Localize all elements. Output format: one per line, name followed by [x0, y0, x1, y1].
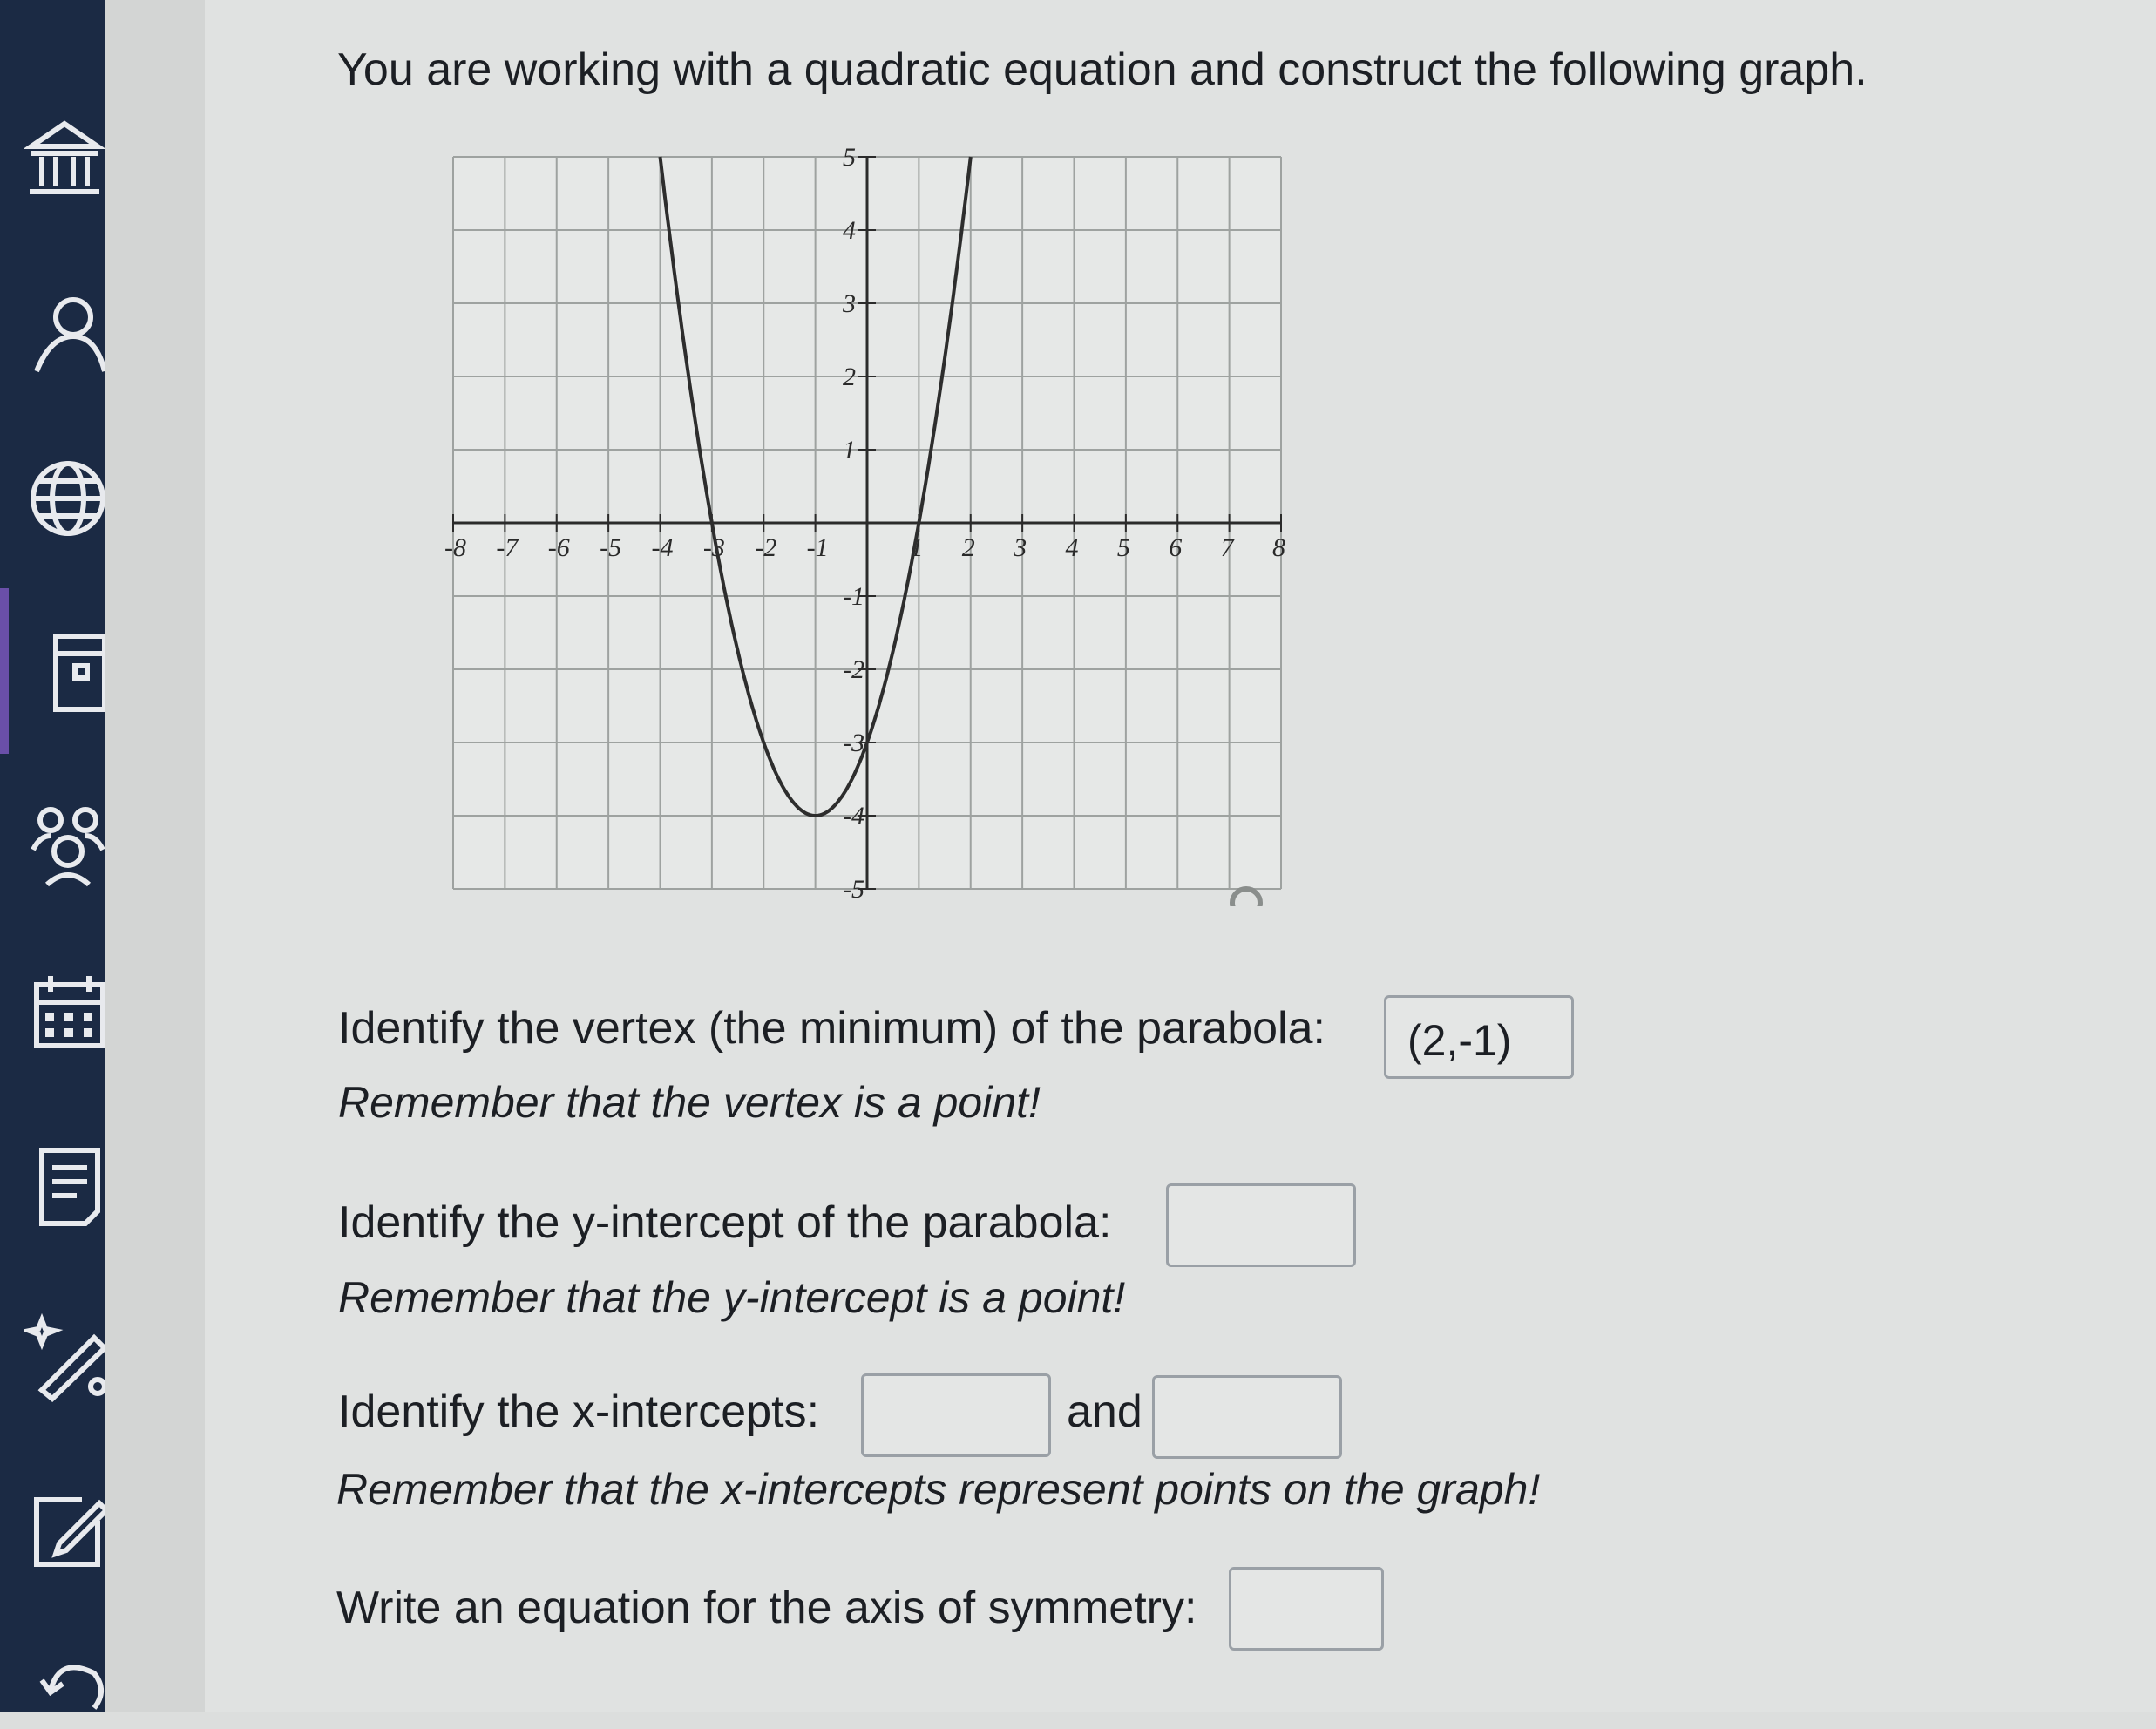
x-tick-label: -1 — [806, 533, 829, 562]
y-tick-label: -4 — [843, 802, 864, 831]
vertex-hint: Remember that the vertex is a point! — [338, 1078, 1041, 1127]
groups-icon[interactable] — [24, 797, 105, 888]
tools-icon[interactable] — [24, 1312, 105, 1402]
sidebar-gap — [105, 0, 205, 1712]
y-tick-label: 2 — [843, 363, 856, 391]
and-label: and — [1067, 1387, 1142, 1437]
x-tick-label: 7 — [1220, 533, 1234, 562]
x-tick-label: 2 — [961, 533, 975, 562]
x-tick-label: -4 — [651, 533, 674, 562]
dashboard-icon[interactable] — [24, 627, 105, 718]
question-title: You are working with a quadratic equation and construct the following graph. — [337, 44, 1868, 95]
calendar-icon[interactable] — [24, 967, 105, 1058]
institution-icon[interactable] — [24, 112, 105, 202]
x-tick-label: 1 — [910, 533, 924, 562]
user-icon[interactable] — [24, 288, 105, 378]
y-tick-label: 3 — [843, 289, 856, 318]
quadratic-graph — [444, 139, 1298, 906]
x-tick-label: -2 — [755, 533, 777, 562]
y-tick-label: 4 — [843, 216, 856, 245]
x-tick-label: 4 — [1065, 533, 1079, 562]
axis-of-symmetry-prompt: Write an equation for the axis of symmetry: — [336, 1583, 1197, 1633]
x-tick-label: -6 — [547, 533, 570, 562]
x-tick-label: -5 — [600, 533, 622, 562]
x-tick-label: 6 — [1169, 533, 1183, 562]
x-intercept-2-input[interactable] — [1152, 1375, 1342, 1459]
y-tick-label: -3 — [843, 729, 864, 757]
axis-of-symmetry-input[interactable] — [1229, 1567, 1384, 1651]
x-intercepts-hint: Remember that the x-intercepts represent points on the graph! — [336, 1465, 1541, 1514]
active-indicator — [0, 588, 9, 754]
vertex-input[interactable]: (2,-1) — [1384, 995, 1574, 1079]
y-tick-label: -5 — [843, 875, 864, 904]
x-tick-label: 5 — [1116, 533, 1130, 562]
y-intercept-prompt: Identify the y-intercept of the parabola: — [338, 1197, 1112, 1248]
graph-svg — [444, 139, 1298, 906]
globe-icon[interactable] — [24, 453, 105, 544]
vertex-prompt: Identify the vertex (the minimum) of the parabola: — [338, 1003, 1325, 1054]
sidebar-nav — [0, 0, 105, 1712]
x-tick-label: -7 — [496, 533, 519, 562]
inbox-icon[interactable] — [24, 1142, 105, 1232]
y-tick-label: -1 — [843, 582, 864, 611]
y-intercept-input[interactable] — [1166, 1183, 1356, 1267]
x-intercept-1-input[interactable] — [861, 1373, 1051, 1457]
y-tick-label: -2 — [843, 655, 864, 684]
x-intercepts-prompt: Identify the x-intercepts: — [338, 1387, 820, 1437]
y-tick-label: 5 — [843, 143, 856, 172]
magnifier-icon — [1232, 889, 1269, 906]
x-tick-label: 3 — [1014, 533, 1027, 562]
x-tick-label: -3 — [702, 533, 725, 562]
y-tick-label: 1 — [843, 436, 856, 464]
x-tick-label: 8 — [1272, 533, 1285, 562]
back-icon[interactable] — [24, 1638, 105, 1729]
x-tick-label: -8 — [444, 533, 466, 562]
y-intercept-hint: Remember that the y-intercept is a point! — [338, 1273, 1126, 1322]
edit-icon[interactable] — [24, 1486, 105, 1576]
